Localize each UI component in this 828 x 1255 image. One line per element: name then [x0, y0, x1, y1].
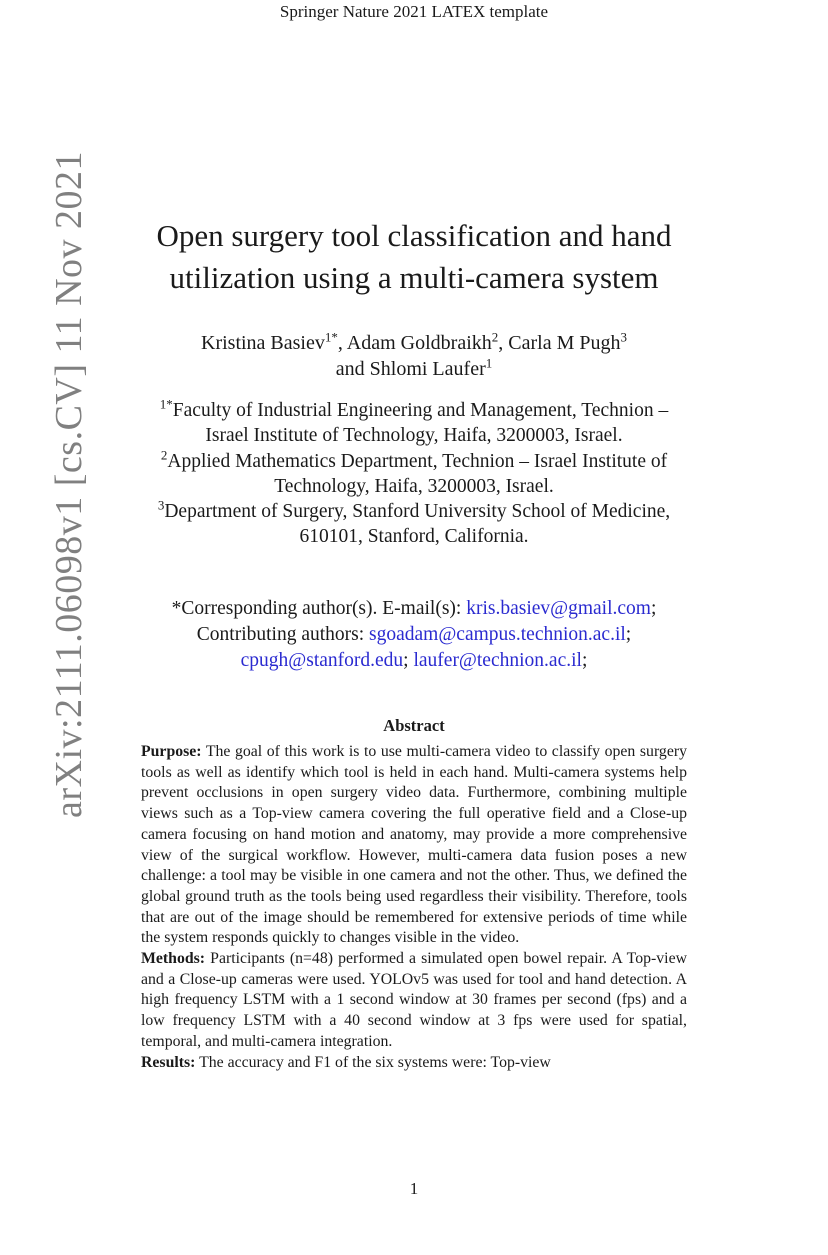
author-affiliation-mark: 3 [620, 329, 627, 345]
purpose-text: The goal of this work is to use multi-camera video to classify open surgery tools as well as identify which tool is held in each hand. Multi-camera systems help prevent occlusions in open surgery video data. Furthermore, combining multiple views such as a Top-view camera covering the full operative field and a Close-up camera focusing on hand motion and anatomy, may provide a more comprehensive view of the surgical workflow. However, multi-camera data fusion poses a new challenge: a tool may be visible in one camera and not the other. Thus, we defined the global ground truth as the tools being used regardless their visibility. Therefore, tools that are out of the image should be remembered for extensive periods of time while the system responds quickly to changes visible in the video. [141, 743, 687, 947]
affiliation-text: Technology, Haifa, 3200003, Israel. [274, 475, 554, 497]
contributing-label: Contributing authors: [196, 624, 365, 645]
affiliation-text: 610101, Stanford, California. [299, 526, 529, 548]
abstract-paragraph [141, 742, 687, 949]
affiliation-mark: 2 [160, 447, 168, 463]
purpose-label: Purpose: [141, 743, 202, 760]
author-conjunction: and [335, 358, 365, 380]
paper-title [100, 215, 728, 299]
author-list [100, 330, 728, 382]
author-name: Kristina Basiev [201, 332, 325, 354]
author-affiliation-mark: 1 [485, 355, 493, 371]
author-affiliation-mark: 1* [324, 329, 338, 345]
methods-label: Methods: [141, 950, 206, 968]
affiliation-mark: 3 [157, 497, 165, 513]
author-name: Carla M Pugh [508, 332, 621, 354]
abstract-paragraph [141, 949, 687, 1053]
affiliation-text: Faculty of Industrial Engineering and Management, Technion – [172, 400, 669, 421]
correspondence-label: *Corresponding author(s). E-mail(s): [171, 598, 462, 619]
author-affiliation-mark: 2 [491, 329, 499, 345]
author-name: Adam Goldbraikh [346, 332, 492, 354]
affiliation [100, 398, 728, 449]
affiliation-text: Applied Mathematics Department, Technion – Israel Institute of [167, 450, 668, 472]
results-text: The accuracy and F1 of the six systems were: Top-view [199, 1053, 551, 1071]
affiliation [100, 449, 728, 500]
affiliations [100, 398, 728, 550]
arxiv-identifier-stamp: arXiv:2111.06098v1 [cs.CV] 11 Nov 2021 [48, 150, 90, 818]
email-link[interactable]: kris.basiev@gmail.com [466, 598, 651, 619]
email-link[interactable]: laufer@technion.ac.il [413, 650, 582, 671]
affiliation-text: Department of Surgery, Stanford University School of Medicine, [164, 501, 671, 523]
correspondence-block: *Corresponding author(s). E-mail(s): kris.basiev@gmail.com; Contributing authors: sgoadam@campus.technion.ac.il; cpugh@stanford.edu; laufer@technion.ac.il; [171, 598, 657, 671]
author-line [100, 356, 728, 382]
affiliation-mark: 1* [159, 396, 173, 412]
affiliation-text: Israel Institute of Technology, Haifa, 3200003, Israel. [205, 425, 623, 447]
abstract-heading: Abstract [383, 716, 445, 735]
email-link[interactable]: sgoadam@campus.technion.ac.il [369, 624, 626, 645]
author-line: Kristina Basiev$^{1*}$, Adam Goldbraikh$^2$, Carla M Pugh$^3$ [201, 329, 627, 354]
results-label: Results: [141, 1053, 196, 1071]
title-line: Open surgery tool classification and hand [156, 218, 672, 253]
title-line: utilization using a multi-camera system [169, 260, 659, 295]
methods-text: Participants (n=48) performed a simulated open bowel repair. A Top-view and a Close-up cameras were used. YOLOv5 was used for tool and hand detection. A high frequency LSTM with a 1 second window at 30 frames per second (fps) and a low frequency LSTM with a 40 second window at 3 fps were used for spatial, temporal, and multi-camera integration. [141, 950, 687, 1050]
running-header: Springer Nature 2021 LATEX template [279, 2, 549, 21]
abstract-body [141, 742, 687, 1073]
abstract-paragraph [141, 1053, 687, 1074]
affiliation [100, 499, 728, 550]
page-number: 1 [409, 1179, 419, 1198]
author-name: Shlomi Laufer [369, 358, 486, 380]
email-link[interactable]: cpugh@stanford.edu [240, 650, 404, 671]
